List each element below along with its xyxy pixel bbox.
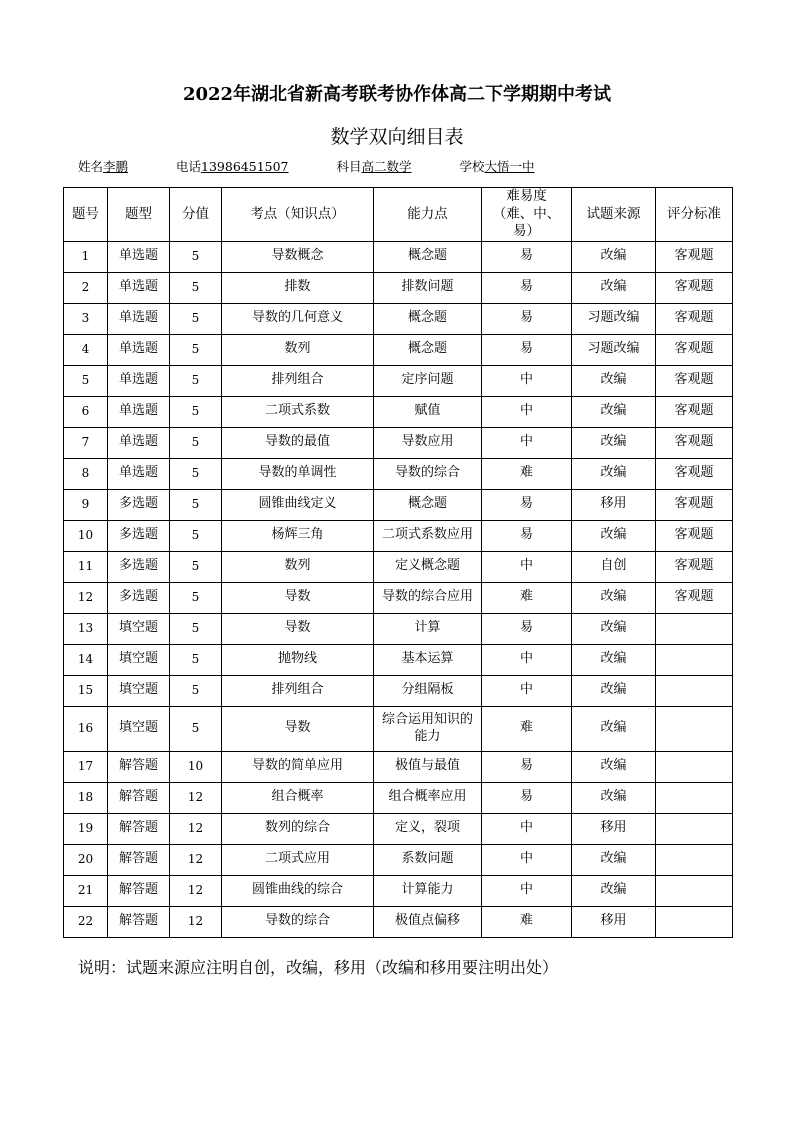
- cell-ability: 概念题: [374, 489, 482, 520]
- cell-difficulty: 中: [482, 844, 572, 875]
- cell-score: 5: [170, 272, 222, 303]
- col-header-difficulty: [482, 188, 572, 242]
- cell-number: 13: [64, 613, 108, 644]
- table-row: [64, 520, 733, 551]
- cell-number: 14: [64, 644, 108, 675]
- cell-topic: 数列的综合: [222, 813, 374, 844]
- cell-source: 改编: [572, 751, 656, 782]
- cell-difficulty: 易: [482, 334, 572, 365]
- cell-source: 移用: [572, 906, 656, 937]
- table-row: [64, 551, 733, 582]
- cell-score: 12: [170, 875, 222, 906]
- cell-grading: 客观题: [656, 365, 733, 396]
- cell-topic: 导数的最值: [222, 427, 374, 458]
- table-row: [64, 751, 733, 782]
- table-row: [64, 396, 733, 427]
- table-row: [64, 427, 733, 458]
- cell-type: 单选题: [108, 303, 170, 334]
- cell-type: 填空题: [108, 613, 170, 644]
- cell-number: 15: [64, 675, 108, 706]
- cell-grading: 客观题: [656, 582, 733, 613]
- table-row: [64, 875, 733, 906]
- cell-score: 5: [170, 365, 222, 396]
- table-header-row: [64, 188, 733, 242]
- cell-ability: 概念题: [374, 334, 482, 365]
- cell-topic: 导数概念: [222, 241, 374, 272]
- cell-ability: 极值与最值: [374, 751, 482, 782]
- col-header-number: 题号: [64, 188, 108, 242]
- document-subtitle: 数学双向细目表: [330, 126, 464, 148]
- cell-number: 20: [64, 844, 108, 875]
- cell-score: 10: [170, 751, 222, 782]
- cell-number: 3: [64, 303, 108, 334]
- table-row: [64, 675, 733, 706]
- cell-ability: 排数问题: [374, 272, 482, 303]
- school-value: 大悟一中: [484, 159, 535, 174]
- cell-grading: 客观题: [656, 272, 733, 303]
- cell-ability: 导数的综合: [374, 458, 482, 489]
- cell-ability: 基本运算: [374, 644, 482, 675]
- cell-score: 5: [170, 334, 222, 365]
- cell-type: 单选题: [108, 334, 170, 365]
- cell-grading: [656, 751, 733, 782]
- table-row: [64, 644, 733, 675]
- cell-source: 改编: [572, 844, 656, 875]
- cell-source: 改编: [572, 782, 656, 813]
- cell-difficulty: 易: [482, 272, 572, 303]
- table-row: [64, 706, 733, 751]
- table-row: [64, 782, 733, 813]
- cell-score: 5: [170, 241, 222, 272]
- cell-number: 7: [64, 427, 108, 458]
- info-line: [78, 157, 579, 175]
- cell-score: 12: [170, 844, 222, 875]
- cell-type: 解答题: [108, 751, 170, 782]
- cell-ability: 定序问题: [374, 365, 482, 396]
- cell-type: 解答题: [108, 875, 170, 906]
- cell-type: 填空题: [108, 644, 170, 675]
- cell-difficulty: 难: [482, 458, 572, 489]
- cell-topic: 组合概率: [222, 782, 374, 813]
- cell-score: 5: [170, 427, 222, 458]
- cell-ability: 概念题: [374, 303, 482, 334]
- cell-topic: 导数的综合: [222, 906, 374, 937]
- cell-ability: 二项式系数应用: [374, 520, 482, 551]
- cell-difficulty: 易: [482, 751, 572, 782]
- cell-source: 改编: [572, 272, 656, 303]
- cell-type: 多选题: [108, 582, 170, 613]
- cell-grading: 客观题: [656, 427, 733, 458]
- name-field: [78, 157, 150, 175]
- cell-grading: [656, 644, 733, 675]
- phone-label: 电话: [176, 159, 202, 174]
- cell-number: 9: [64, 489, 108, 520]
- cell-source: 改编: [572, 520, 656, 551]
- cell-ability: 导数应用: [374, 427, 482, 458]
- table-row: [64, 458, 733, 489]
- school-field: [460, 157, 557, 175]
- cell-difficulty: 难: [482, 706, 572, 751]
- phone-field: [176, 157, 311, 175]
- cell-grading: 客观题: [656, 396, 733, 427]
- table-body: [64, 241, 733, 937]
- cell-difficulty: 中: [482, 813, 572, 844]
- cell-number: 17: [64, 751, 108, 782]
- col-header-difficulty-line2: （难、中、易）: [492, 205, 561, 240]
- cell-grading: [656, 906, 733, 937]
- cell-score: 5: [170, 582, 222, 613]
- col-header-grading: 评分标准: [656, 188, 733, 242]
- cell-ability: 系数问题: [374, 844, 482, 875]
- cell-grading: [656, 875, 733, 906]
- cell-grading: [656, 675, 733, 706]
- cell-difficulty: 易: [482, 613, 572, 644]
- cell-difficulty: 易: [482, 241, 572, 272]
- cell-topic: 排数: [222, 272, 374, 303]
- cell-topic: 二项式系数: [222, 396, 374, 427]
- cell-number: 19: [64, 813, 108, 844]
- cell-source: 改编: [572, 365, 656, 396]
- cell-source: 改编: [572, 241, 656, 272]
- cell-topic: 导数的简单应用: [222, 751, 374, 782]
- cell-type: 单选题: [108, 427, 170, 458]
- cell-ability: 计算能力: [374, 875, 482, 906]
- document-title: 2022年湖北省新高考联考协作体高二下学期期中考试: [182, 84, 612, 105]
- cell-type: 填空题: [108, 706, 170, 751]
- cell-number: 11: [64, 551, 108, 582]
- cell-number: 18: [64, 782, 108, 813]
- cell-score: 12: [170, 782, 222, 813]
- footnote: 说明：试题来源应注明自创，改编，移用（改编和移用要注明出处）: [78, 958, 559, 977]
- cell-grading: [656, 782, 733, 813]
- table-row: [64, 272, 733, 303]
- cell-score: 12: [170, 813, 222, 844]
- cell-ability: 综合运用知识的能力: [374, 706, 482, 751]
- cell-number: 1: [64, 241, 108, 272]
- cell-score: 5: [170, 706, 222, 751]
- cell-topic: 抛物线: [222, 644, 374, 675]
- cell-type: 解答题: [108, 782, 170, 813]
- cell-source: 改编: [572, 396, 656, 427]
- cell-topic: 导数的单调性: [222, 458, 374, 489]
- cell-type: 单选题: [108, 458, 170, 489]
- name-value: 李鹏: [103, 159, 129, 174]
- cell-type: 单选题: [108, 396, 170, 427]
- cell-ability: 定义概念题: [374, 551, 482, 582]
- cell-type: 单选题: [108, 241, 170, 272]
- cell-topic: 杨辉三角: [222, 520, 374, 551]
- cell-grading: 客观题: [656, 241, 733, 272]
- table-row: [64, 582, 733, 613]
- phone-value: 13986451507: [201, 159, 289, 174]
- cell-source: 改编: [572, 706, 656, 751]
- table-row: [64, 906, 733, 937]
- cell-type: 多选题: [108, 489, 170, 520]
- col-header-ability: 能力点: [374, 188, 482, 242]
- cell-topic: 数列: [222, 551, 374, 582]
- cell-difficulty: 中: [482, 551, 572, 582]
- name-label: 姓名: [78, 159, 104, 174]
- cell-topic: 数列: [222, 334, 374, 365]
- cell-grading: 客观题: [656, 551, 733, 582]
- cell-ability: 概念题: [374, 241, 482, 272]
- cell-score: 5: [170, 520, 222, 551]
- cell-difficulty: 中: [482, 875, 572, 906]
- cell-number: 16: [64, 706, 108, 751]
- cell-grading: [656, 706, 733, 751]
- table-row: [64, 303, 733, 334]
- cell-score: 5: [170, 644, 222, 675]
- cell-source: 改编: [572, 675, 656, 706]
- table-row: [64, 844, 733, 875]
- cell-ability: 导数的综合应用: [374, 582, 482, 613]
- cell-source: 自创: [572, 551, 656, 582]
- cell-type: 解答题: [108, 813, 170, 844]
- cell-source: 改编: [572, 458, 656, 489]
- cell-type: 多选题: [108, 520, 170, 551]
- table-row: [64, 489, 733, 520]
- subject-value: 高二数学: [361, 159, 412, 174]
- cell-number: 5: [64, 365, 108, 396]
- col-header-source: 试题来源: [572, 188, 656, 242]
- cell-source: 改编: [572, 644, 656, 675]
- table-row: [64, 613, 733, 644]
- cell-ability: 极值点偏移: [374, 906, 482, 937]
- col-header-score: 分值: [170, 188, 222, 242]
- cell-number: 2: [64, 272, 108, 303]
- col-header-difficulty-line1: 难易度: [506, 188, 547, 204]
- cell-grading: 客观题: [656, 458, 733, 489]
- cell-ability: 赋值: [374, 396, 482, 427]
- table-row: [64, 813, 733, 844]
- cell-number: 12: [64, 582, 108, 613]
- cell-difficulty: 易: [482, 303, 572, 334]
- subject-label: 科目: [336, 159, 362, 174]
- school-label: 学校: [459, 159, 485, 174]
- cell-score: 5: [170, 551, 222, 582]
- cell-topic: 导数: [222, 706, 374, 751]
- cell-grading: [656, 844, 733, 875]
- cell-difficulty: 难: [482, 906, 572, 937]
- cell-type: 解答题: [108, 844, 170, 875]
- cell-difficulty: 中: [482, 365, 572, 396]
- cell-score: 5: [170, 675, 222, 706]
- cell-topic: 圆锥曲线的综合: [222, 875, 374, 906]
- cell-number: 21: [64, 875, 108, 906]
- cell-difficulty: 中: [482, 675, 572, 706]
- cell-ability: 分组隔板: [374, 675, 482, 706]
- cell-score: 5: [170, 396, 222, 427]
- cell-topic: 排列组合: [222, 675, 374, 706]
- cell-source: 习题改编: [572, 303, 656, 334]
- cell-difficulty: 中: [482, 644, 572, 675]
- cell-topic: 排列组合: [222, 365, 374, 396]
- col-header-topic: 考点（知识点）: [222, 188, 374, 242]
- cell-source: 改编: [572, 613, 656, 644]
- cell-topic: 导数: [222, 582, 374, 613]
- cell-number: 22: [64, 906, 108, 937]
- cell-difficulty: 难: [482, 582, 572, 613]
- col-header-type: 题型: [108, 188, 170, 242]
- cell-type: 多选题: [108, 551, 170, 582]
- cell-type: 解答题: [108, 906, 170, 937]
- cell-type: 单选题: [108, 272, 170, 303]
- cell-score: 12: [170, 906, 222, 937]
- cell-source: 改编: [572, 582, 656, 613]
- cell-ability: 定义，裂项: [374, 813, 482, 844]
- cell-topic: 圆锥曲线定义: [222, 489, 374, 520]
- cell-type: 单选题: [108, 365, 170, 396]
- table-row: [64, 365, 733, 396]
- cell-number: 6: [64, 396, 108, 427]
- cell-source: 移用: [572, 489, 656, 520]
- cell-grading: [656, 613, 733, 644]
- cell-topic: 导数: [222, 613, 374, 644]
- table-row: [64, 241, 733, 272]
- cell-score: 5: [170, 613, 222, 644]
- cell-grading: 客观题: [656, 303, 733, 334]
- cell-grading: [656, 813, 733, 844]
- cell-score: 5: [170, 458, 222, 489]
- cell-source: 移用: [572, 813, 656, 844]
- cell-difficulty: 中: [482, 427, 572, 458]
- cell-source: 习题改编: [572, 334, 656, 365]
- cell-number: 10: [64, 520, 108, 551]
- cell-number: 4: [64, 334, 108, 365]
- cell-grading: 客观题: [656, 489, 733, 520]
- cell-source: 改编: [572, 875, 656, 906]
- cell-topic: 二项式应用: [222, 844, 374, 875]
- subject-field: [337, 157, 434, 175]
- cell-grading: 客观题: [656, 334, 733, 365]
- cell-type: 填空题: [108, 675, 170, 706]
- cell-difficulty: 中: [482, 396, 572, 427]
- detail-table: [63, 187, 733, 938]
- cell-difficulty: 易: [482, 489, 572, 520]
- cell-score: 5: [170, 303, 222, 334]
- cell-difficulty: 易: [482, 520, 572, 551]
- cell-ability: 计算: [374, 613, 482, 644]
- cell-topic: 导数的几何意义: [222, 303, 374, 334]
- cell-difficulty: 易: [482, 782, 572, 813]
- cell-score: 5: [170, 489, 222, 520]
- cell-number: 8: [64, 458, 108, 489]
- cell-source: 改编: [572, 427, 656, 458]
- cell-ability: 组合概率应用: [374, 782, 482, 813]
- cell-grading: 客观题: [656, 520, 733, 551]
- table-row: [64, 334, 733, 365]
